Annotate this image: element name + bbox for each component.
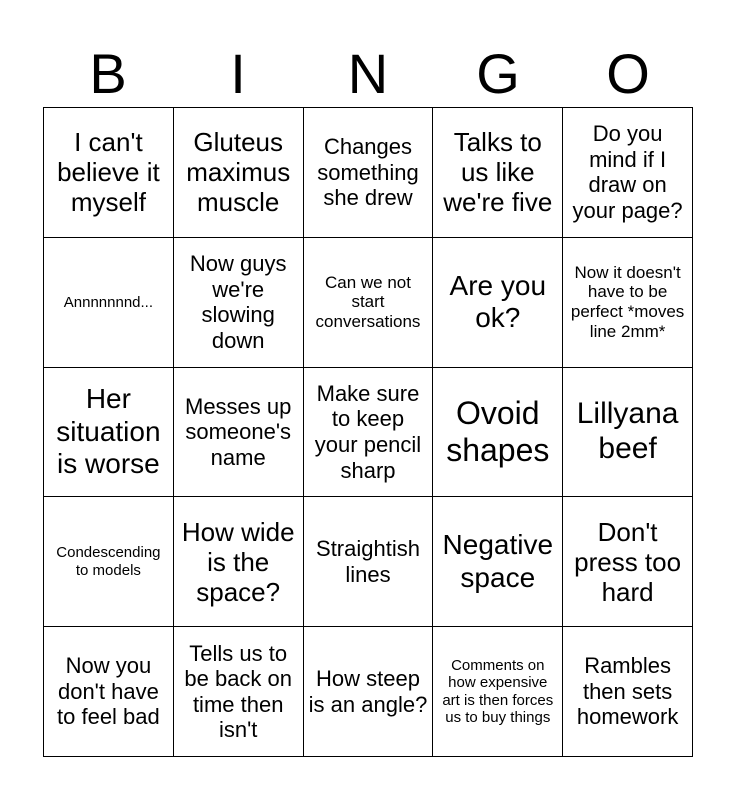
bingo-cell[interactable] xyxy=(44,108,174,238)
bingo-cell[interactable] xyxy=(44,497,174,627)
bingo-cell[interactable] xyxy=(433,238,563,368)
bingo-cell[interactable] xyxy=(433,627,563,757)
cell-text: Changes something she drew xyxy=(317,134,419,211)
bingo-cell[interactable] xyxy=(174,238,304,368)
bingo-cell[interactable] xyxy=(304,497,434,627)
cell-text: Condescending to models xyxy=(56,544,161,579)
bingo-header xyxy=(43,40,693,108)
bingo-cell[interactable] xyxy=(563,368,693,498)
cell-text: Don't press too hard xyxy=(574,516,682,607)
cell-text: Can we not start conversations xyxy=(315,272,421,332)
cell-text: Do you mind if I draw on your page? xyxy=(572,121,683,223)
bingo-cell[interactable] xyxy=(174,497,304,627)
cell-text: Annnnnnnd... xyxy=(63,293,154,311)
cell-text: How wide is the space? xyxy=(181,516,295,607)
cell-text: I can't believe it myself xyxy=(57,127,160,218)
cell-text: Her situation is worse xyxy=(56,383,161,480)
bingo-cell[interactable] xyxy=(44,368,174,498)
cell-text: Gluteus maximus muscle xyxy=(186,127,291,218)
bingo-cell[interactable] xyxy=(304,238,434,368)
bingo-cell[interactable] xyxy=(304,627,434,757)
header-letter-o: O xyxy=(606,42,650,105)
cell-text: Rambles then sets homework xyxy=(576,653,679,730)
cell-text: Tells us to be back on time then isn't xyxy=(184,640,293,743)
cell-text: Make sure to keep your pencil sharp xyxy=(314,380,422,483)
bingo-cell[interactable] xyxy=(174,368,304,498)
bingo-cell[interactable] xyxy=(304,368,434,498)
cell-text: Comments on how expensive art is then forces us to buy things xyxy=(442,656,554,726)
bingo-cell[interactable] xyxy=(44,627,174,757)
bingo-cell[interactable] xyxy=(563,497,693,627)
bingo-cell[interactable] xyxy=(174,108,304,238)
bingo-cell[interactable] xyxy=(563,108,693,238)
cell-text: Messes up someone's name xyxy=(185,393,292,470)
cell-text: Now you don't have to feel bad xyxy=(57,653,160,730)
bingo-cell[interactable] xyxy=(304,108,434,238)
cell-text: Lillyana beef xyxy=(576,397,679,465)
cell-text: Now guys we're slowing down xyxy=(189,251,287,353)
bingo-cell[interactable] xyxy=(44,238,174,368)
cell-text: Straightish lines xyxy=(316,536,420,587)
header-letter-n: N xyxy=(347,42,389,105)
cell-text: Are you ok? xyxy=(449,269,547,334)
bingo-cell[interactable] xyxy=(433,368,563,498)
bingo-board xyxy=(43,107,693,757)
cell-text: Negative space xyxy=(442,529,554,593)
bingo-cell[interactable] xyxy=(174,627,304,757)
cell-text: How steep is an angle? xyxy=(308,666,428,717)
bingo-cell[interactable] xyxy=(433,108,563,238)
cell-text: Now it doesn't have to be perfect *moves line 2mm* xyxy=(570,262,685,341)
bingo-cell[interactable] xyxy=(433,497,563,627)
cell-text: Talks to us like we're five xyxy=(443,127,553,218)
cell-text: Ovoid shapes xyxy=(446,394,550,468)
header-letter-b: B xyxy=(89,42,127,105)
header-letter-i: I xyxy=(230,42,246,105)
header-letter-g: G xyxy=(476,42,520,105)
bingo-cell[interactable] xyxy=(563,238,693,368)
bingo-cell[interactable] xyxy=(563,627,693,757)
